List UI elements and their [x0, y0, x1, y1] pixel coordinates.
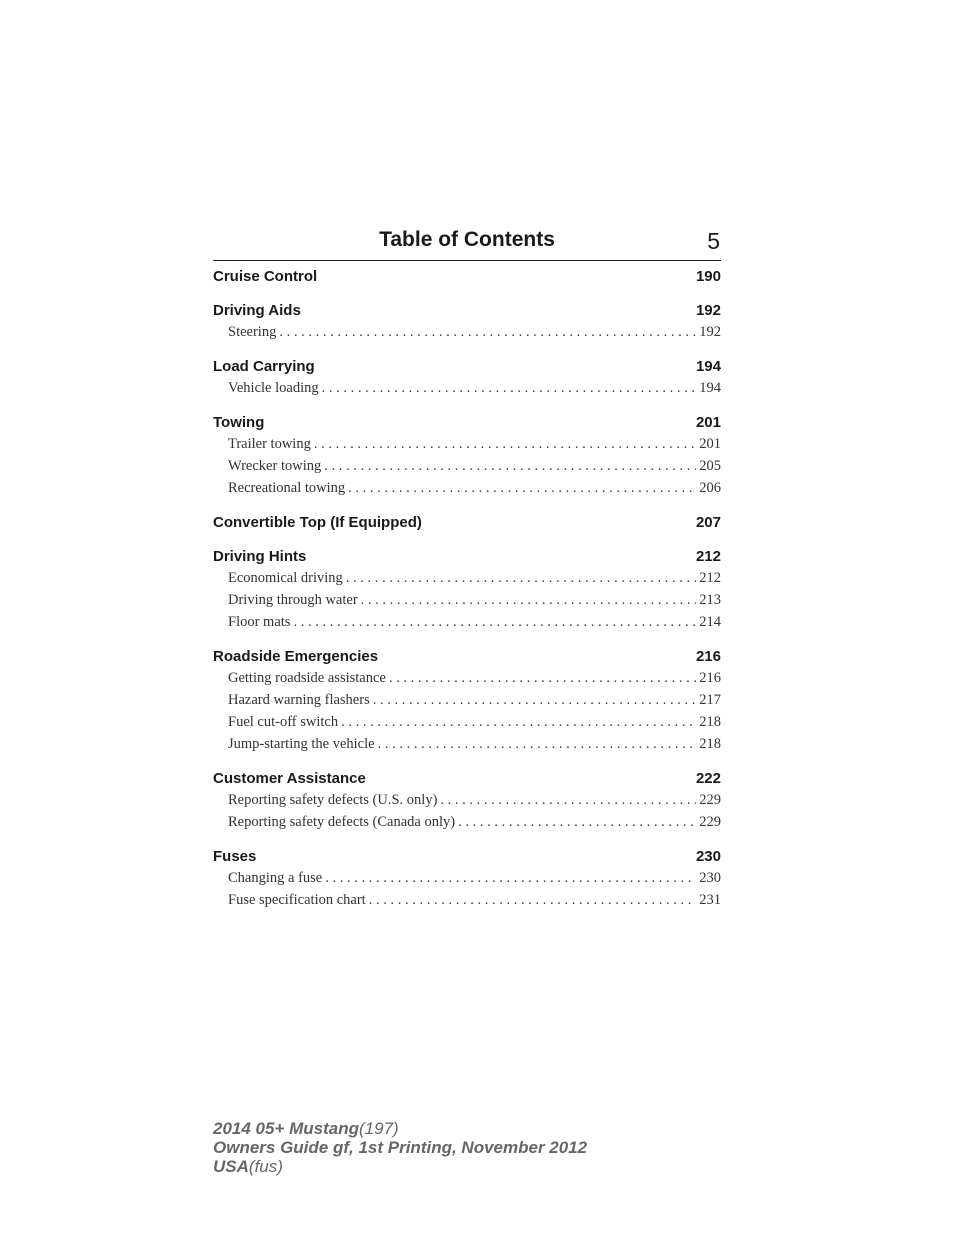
entry-label: Fuse specification chart [228, 892, 366, 908]
entry-label: Driving through water [228, 592, 358, 608]
section-page-number: 192 [695, 302, 721, 319]
entry-page-number: 192 [699, 324, 721, 340]
section-page-number: 222 [695, 770, 721, 787]
footer-market-code: (fus) [248, 1157, 283, 1176]
dot-leader [361, 592, 697, 609]
dot-leader [389, 670, 696, 687]
section-title: Customer Assistance [213, 770, 366, 787]
section-title: Driving Hints [213, 548, 307, 565]
document-footer [213, 1119, 633, 1176]
entry-page-number: 216 [699, 670, 721, 686]
section-title: Cruise Control [213, 268, 318, 285]
dot-leader [293, 614, 696, 631]
toc-entry[interactable] [213, 614, 721, 636]
dot-leader [440, 792, 696, 809]
entry-page-number: 206 [699, 480, 721, 496]
entry-label: Reporting safety defects (U.S. only) [228, 792, 438, 808]
entry-page-number: 214 [699, 614, 721, 630]
entry-page-number: 218 [699, 736, 721, 752]
entry-label: Steering [228, 324, 277, 340]
dot-leader [369, 892, 697, 909]
toc-entry[interactable] [213, 670, 721, 692]
toc-entry[interactable] [213, 458, 721, 480]
toc-entry[interactable] [213, 324, 721, 346]
toc-section[interactable] [213, 414, 721, 436]
entry-page-number: 218 [699, 714, 721, 730]
section-title: Driving Aids [213, 302, 301, 319]
dot-leader [324, 458, 696, 475]
section-page-number: 216 [695, 648, 721, 665]
table-of-contents [213, 268, 721, 914]
entry-page-number: 231 [699, 892, 721, 908]
footer-model: 2014 05+ Mustang [213, 1119, 359, 1138]
entry-label: Vehicle loading [228, 380, 319, 396]
section-title: Towing [213, 414, 265, 431]
section-page-number: 212 [695, 548, 721, 565]
toc-section[interactable] [213, 302, 721, 324]
entry-page-number: 217 [699, 692, 721, 708]
section-page-number: 230 [695, 848, 721, 865]
toc-entry[interactable] [213, 714, 721, 736]
toc-section[interactable] [213, 358, 721, 380]
section-page-number: 194 [695, 358, 721, 375]
dot-leader [346, 570, 696, 587]
toc-entry[interactable] [213, 792, 721, 814]
dot-leader [325, 870, 696, 887]
entry-page-number: 229 [699, 792, 721, 808]
entry-page-number: 212 [699, 570, 721, 586]
dot-leader [348, 480, 696, 497]
entry-page-number: 205 [699, 458, 721, 474]
dot-leader [341, 714, 696, 731]
entry-page-number: 194 [699, 380, 721, 396]
toc-section[interactable] [213, 770, 721, 792]
entry-page-number: 229 [699, 814, 721, 830]
entry-page-number: 213 [699, 592, 721, 608]
entry-label: Economical driving [228, 570, 343, 586]
toc-section[interactable] [213, 514, 721, 536]
section-title: Load Carrying [213, 358, 315, 375]
toc-section[interactable] [213, 648, 721, 670]
toc-entry[interactable] [213, 692, 721, 714]
footer-model-code: (197) [359, 1119, 399, 1138]
dot-leader [458, 814, 696, 831]
toc-entry[interactable] [213, 736, 721, 758]
entry-label: Jump-starting the vehicle [228, 736, 375, 752]
dot-leader [373, 692, 697, 709]
section-page-number: 207 [695, 514, 721, 531]
entry-label: Floor mats [228, 614, 291, 630]
toc-entry[interactable] [213, 436, 721, 458]
page-header [213, 228, 721, 261]
toc-section[interactable] [213, 268, 721, 290]
entry-label: Hazard warning flashers [228, 692, 370, 708]
toc-entry[interactable] [213, 892, 721, 914]
footer-guide-edition: Owners Guide gf, 1st Printing, November 2012 [213, 1138, 588, 1157]
section-page-number: 190 [695, 268, 721, 285]
dot-leader [378, 736, 697, 753]
toc-section[interactable] [213, 848, 721, 870]
dot-leader [279, 324, 696, 341]
page-title: Table of Contents [379, 228, 555, 251]
toc-entry[interactable] [213, 814, 721, 836]
toc-entry[interactable] [213, 480, 721, 502]
entry-label: Getting roadside assistance [228, 670, 386, 686]
entry-label: Fuel cut-off switch [228, 714, 339, 730]
entry-label: Changing a fuse [228, 870, 323, 886]
section-title: Fuses [213, 848, 257, 865]
entry-label: Recreational towing [228, 480, 346, 496]
dot-leader [314, 436, 696, 453]
section-title: Convertible Top (If Equipped) [213, 514, 422, 531]
dot-leader [322, 380, 697, 397]
entry-label: Trailer towing [228, 436, 311, 452]
section-page-number: 201 [695, 414, 721, 431]
toc-entry[interactable] [213, 870, 721, 892]
entry-label: Wrecker towing [228, 458, 322, 474]
entry-page-number: 230 [699, 870, 721, 886]
toc-entry[interactable] [213, 570, 721, 592]
entry-label: Reporting safety defects (Canada only) [228, 814, 456, 830]
footer-market: USA [213, 1157, 249, 1176]
toc-entry[interactable] [213, 592, 721, 614]
toc-section[interactable] [213, 548, 721, 570]
page-number: 5 [707, 228, 720, 254]
toc-entry[interactable] [213, 380, 721, 402]
section-title: Roadside Emergencies [213, 648, 379, 665]
entry-page-number: 201 [699, 436, 721, 452]
